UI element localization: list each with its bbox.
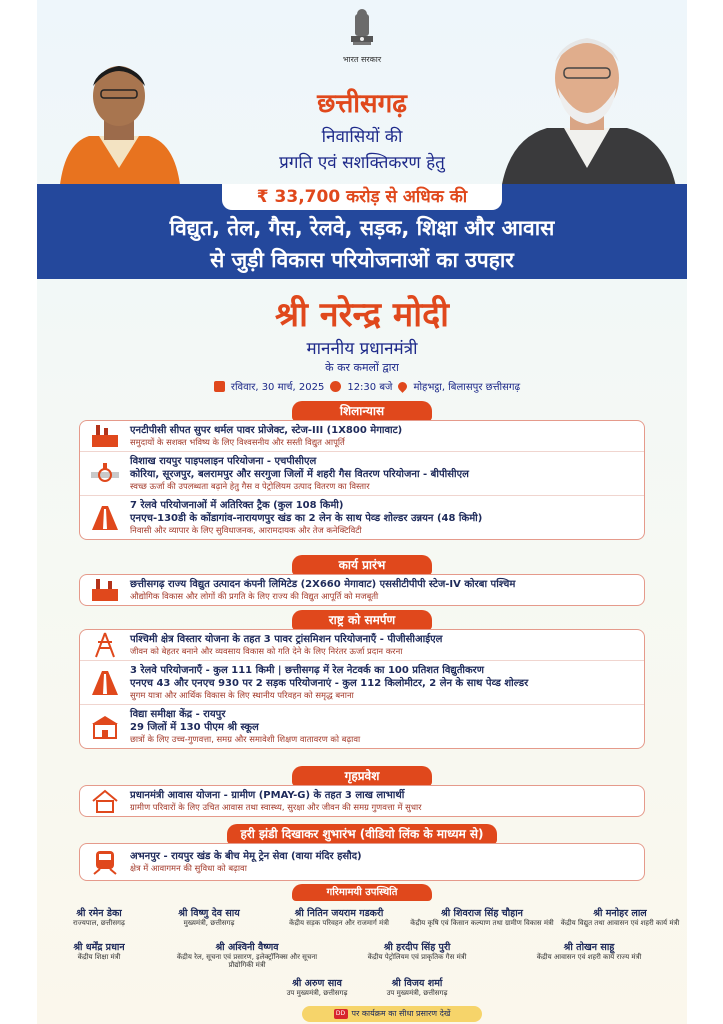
headline-line-3: प्रगति एवं सशक्तिकरण हेतु: [279, 153, 445, 173]
power-plant-icon: [90, 577, 120, 603]
band-line-1: विद्युत, तेल, गैस, रेलवे, सड़क, शिक्षा और आवास: [169, 216, 555, 240]
section-samarpan-label: राष्ट्र को समर्पण: [292, 610, 432, 630]
event-venue: मोहभट्ठा, बिलासपुर छत्तीसगढ़: [413, 382, 521, 393]
train-icon: [90, 849, 120, 875]
samarpan-card: [79, 629, 645, 749]
list-item: एनटीपीसी सीपत सुपर थर्मल पावर प्रोजेक्ट, स्टेज-III (1X800 मेगावाट) समुदायों के सशक्त भविष्य के लिए विश्वसनीय और सस्ती विद्युत आपूर्ति: [80, 421, 644, 452]
list-item: 7 रेलवे परियोजनाओं में अतिरिक्त ट्रैक (कुल 108 किमी) एनएच-130डी के कोंडागांव-नारायणपुर खंड का 2 लेन के साथ पेव्ड शोल्डर उन्नयन (48 किमी) निवासी और व्यापार के लिए सुविधाजनक, आरामदायक और तेज कनेक्टिविटी: [80, 496, 644, 539]
section-presence-label: गरिमामयी उपस्थिति: [292, 884, 432, 901]
list-item: विद्या समीक्षा केंद्र - रायपुर 29 जिलों में 130 पीएम श्री स्कूल छात्रों के लिए उच्च-गुणवत्ता, समग्र और समावेशी शिक्षण वातावरण को बढ़ावा: [80, 705, 644, 748]
dignitary: श्री शिवराज सिंह चौहान केंद्रीय कृषि एवं किसान कल्याण तथा ग्रामीण विकास मंत्री: [410, 908, 554, 927]
karya-card: [79, 574, 645, 606]
dignitary: श्री मनोहर लाल केंद्रीय विद्युत तथा आवासन एवं शहरी कार्य मंत्री: [560, 908, 680, 927]
dignitary: श्री रमेन डेका राज्यपाल, छत्तीसगढ़: [73, 908, 125, 927]
event-date: रविवार, 30 मार्च, 2025: [230, 382, 325, 393]
amount-badge: ₹ 33,700 करोड़ से अधिक की: [222, 184, 502, 210]
section-karya-label: कार्य प्रारंभ: [292, 555, 432, 575]
dignitary: श्री विजय शर्मा उप मुख्यमंत्री, छत्तीसगढ़: [386, 978, 448, 997]
list-item: पश्चिमी क्षेत्र विस्तार योजना के तहत 3 पावर ट्रांसमिशन परियोजनाएँ - पीजीसीआईएल जीवन को बेहतर बनाने और व्यवसाय विकास को गति देने के लिए निरंतर ऊर्जा प्रदान करना: [80, 630, 644, 661]
house-icon: [90, 788, 120, 814]
railway-track-icon: [90, 670, 120, 696]
list-item: 3 रेलवे परियोजनाएँ - कुल 111 किमी | छत्तीसगढ़ में रेल नेटवर्क का 100 प्रतिशत विद्युतीकरण एनएच 43 और एनएच 930 पर 2 सड़क परियोजनाएं - कुल 112 किलोमीटर, 2 लेन के साथ पेव्ड शोल्डर सुगम यात्रा और आर्थिक विकास के लिए स्थानीय परिवहन को समृद्ध बनाना: [80, 661, 644, 705]
transmission-tower-icon: [90, 632, 120, 658]
broadcast-text: पर कार्यक्रम का सीधा प्रसारण देखें: [351, 1009, 451, 1018]
pipeline-icon: [90, 461, 120, 487]
dignitary: श्री विष्णु देव साय मुख्यमंत्री, छत्तीसगढ़: [178, 908, 240, 927]
school-icon: [90, 714, 120, 740]
griha-card: [79, 785, 645, 817]
list-item: अभनपुर - रायपुर खंड के बीच मेमू ट्रेन सेवा (वाया मंदिर हसौद) क्षेत्र में आवागमन की सुविधा को बढ़ावा: [80, 844, 644, 880]
national-emblem: [324, 8, 400, 65]
dignitary: श्री नितिन जयराम गडकरी केंद्रीय सड़क परिवहन और राजमार्ग मंत्री: [289, 908, 389, 927]
dignitary: श्री अरुण साव उप मुख्यमंत्री, छत्तीसगढ़: [286, 978, 348, 997]
rail-road-icon: [90, 505, 120, 531]
section-hari-label: हरी झंडी दिखाकर शुभारंभ (वीडियो लिंक के माध्यम से): [227, 824, 497, 844]
event-time: 12:30 बजे: [347, 382, 393, 393]
headline-line-2: निवासियों की: [321, 127, 403, 147]
section-shilanyas-label: शिलान्यास: [292, 401, 432, 421]
section-griha-label: गृहप्रवेश: [292, 766, 432, 786]
shilanyas-card: [79, 420, 645, 540]
clock-icon: [330, 381, 341, 392]
leader-designation: माननीय प्रधानमंत्री: [306, 339, 418, 359]
band-line-2: से जुड़ी विकास परियोजनाओं का उपहार: [210, 248, 514, 272]
live-broadcast-bar: [302, 1006, 482, 1022]
hari-card: [79, 843, 645, 881]
dignitary: श्री अश्विनी वैष्णव केंद्रीय रेल, सूचना एवं प्रसारण, इलेक्ट्रॉनिक्स और सूचना प्रौद्योगिकी मंत्री: [176, 942, 318, 969]
list-item: प्रधानमंत्री आवास योजना - ग्रामीण (PMAY-G) के तहत 3 लाख लाभार्थी ग्रामीण परिवारों के लिए उचित आवास तथा स्वास्थ्य, सुरक्षा और जीवन की समग्र गुणवत्ता में सुधार: [80, 786, 644, 816]
dignitary: श्री तोखन साहू केंद्रीय आवासन एवं शहरी कार्य राज्य मंत्री: [536, 942, 642, 961]
list-item: छत्तीसगढ़ राज्य विद्युत उत्पादन कंपनी लिमिटेड (2X660 मेगावाट) एससीटीपीपी स्टेज-IV कोरबा पश्चिम औद्योगिक विकास और लोगों की प्रगति के लिए राज्य की विद्युत आपूर्ति को मजबूती: [80, 575, 644, 605]
dignitary: श्री धर्मेंद्र प्रधान केंद्रीय शिक्षा मंत्री: [73, 942, 125, 961]
gov-label: भारत सरकार: [342, 55, 382, 64]
dd-logo: DD: [334, 1009, 348, 1019]
chief-minister-photo: [49, 48, 189, 194]
leader-name: श्री नरेन्द्र मोदी: [275, 295, 449, 335]
list-item: विशाख रायपुर पाइपलाइन परियोजना - एचपीसीएल कोरिया, सूरजपुर, बलरामपुर और सरगुजा जिलों में शहरी गैस वितरण परियोजना - बीपीसीएल स्वच्छ ऊर्जा की उपलब्धता बढ़ाने हेतु गैस व पेट्रोलियम उत्पाद वितरण का विस्तार: [80, 452, 644, 496]
dignitary: श्री हरदीप सिंह पुरी केंद्रीय पेट्रोलियम एवं प्राकृतिक गैस मंत्री: [367, 942, 467, 961]
ashoka-emblem-icon: [345, 8, 379, 52]
by-hands-text: के कर कमलों द्वारा: [325, 361, 399, 374]
event-details: [177, 378, 557, 394]
location-pin-icon: [397, 380, 410, 393]
poster: [37, 0, 687, 1024]
thermal-plant-icon: [90, 423, 120, 449]
calendar-icon: [214, 381, 225, 392]
state-title: छत्तीसगढ़: [317, 89, 407, 119]
